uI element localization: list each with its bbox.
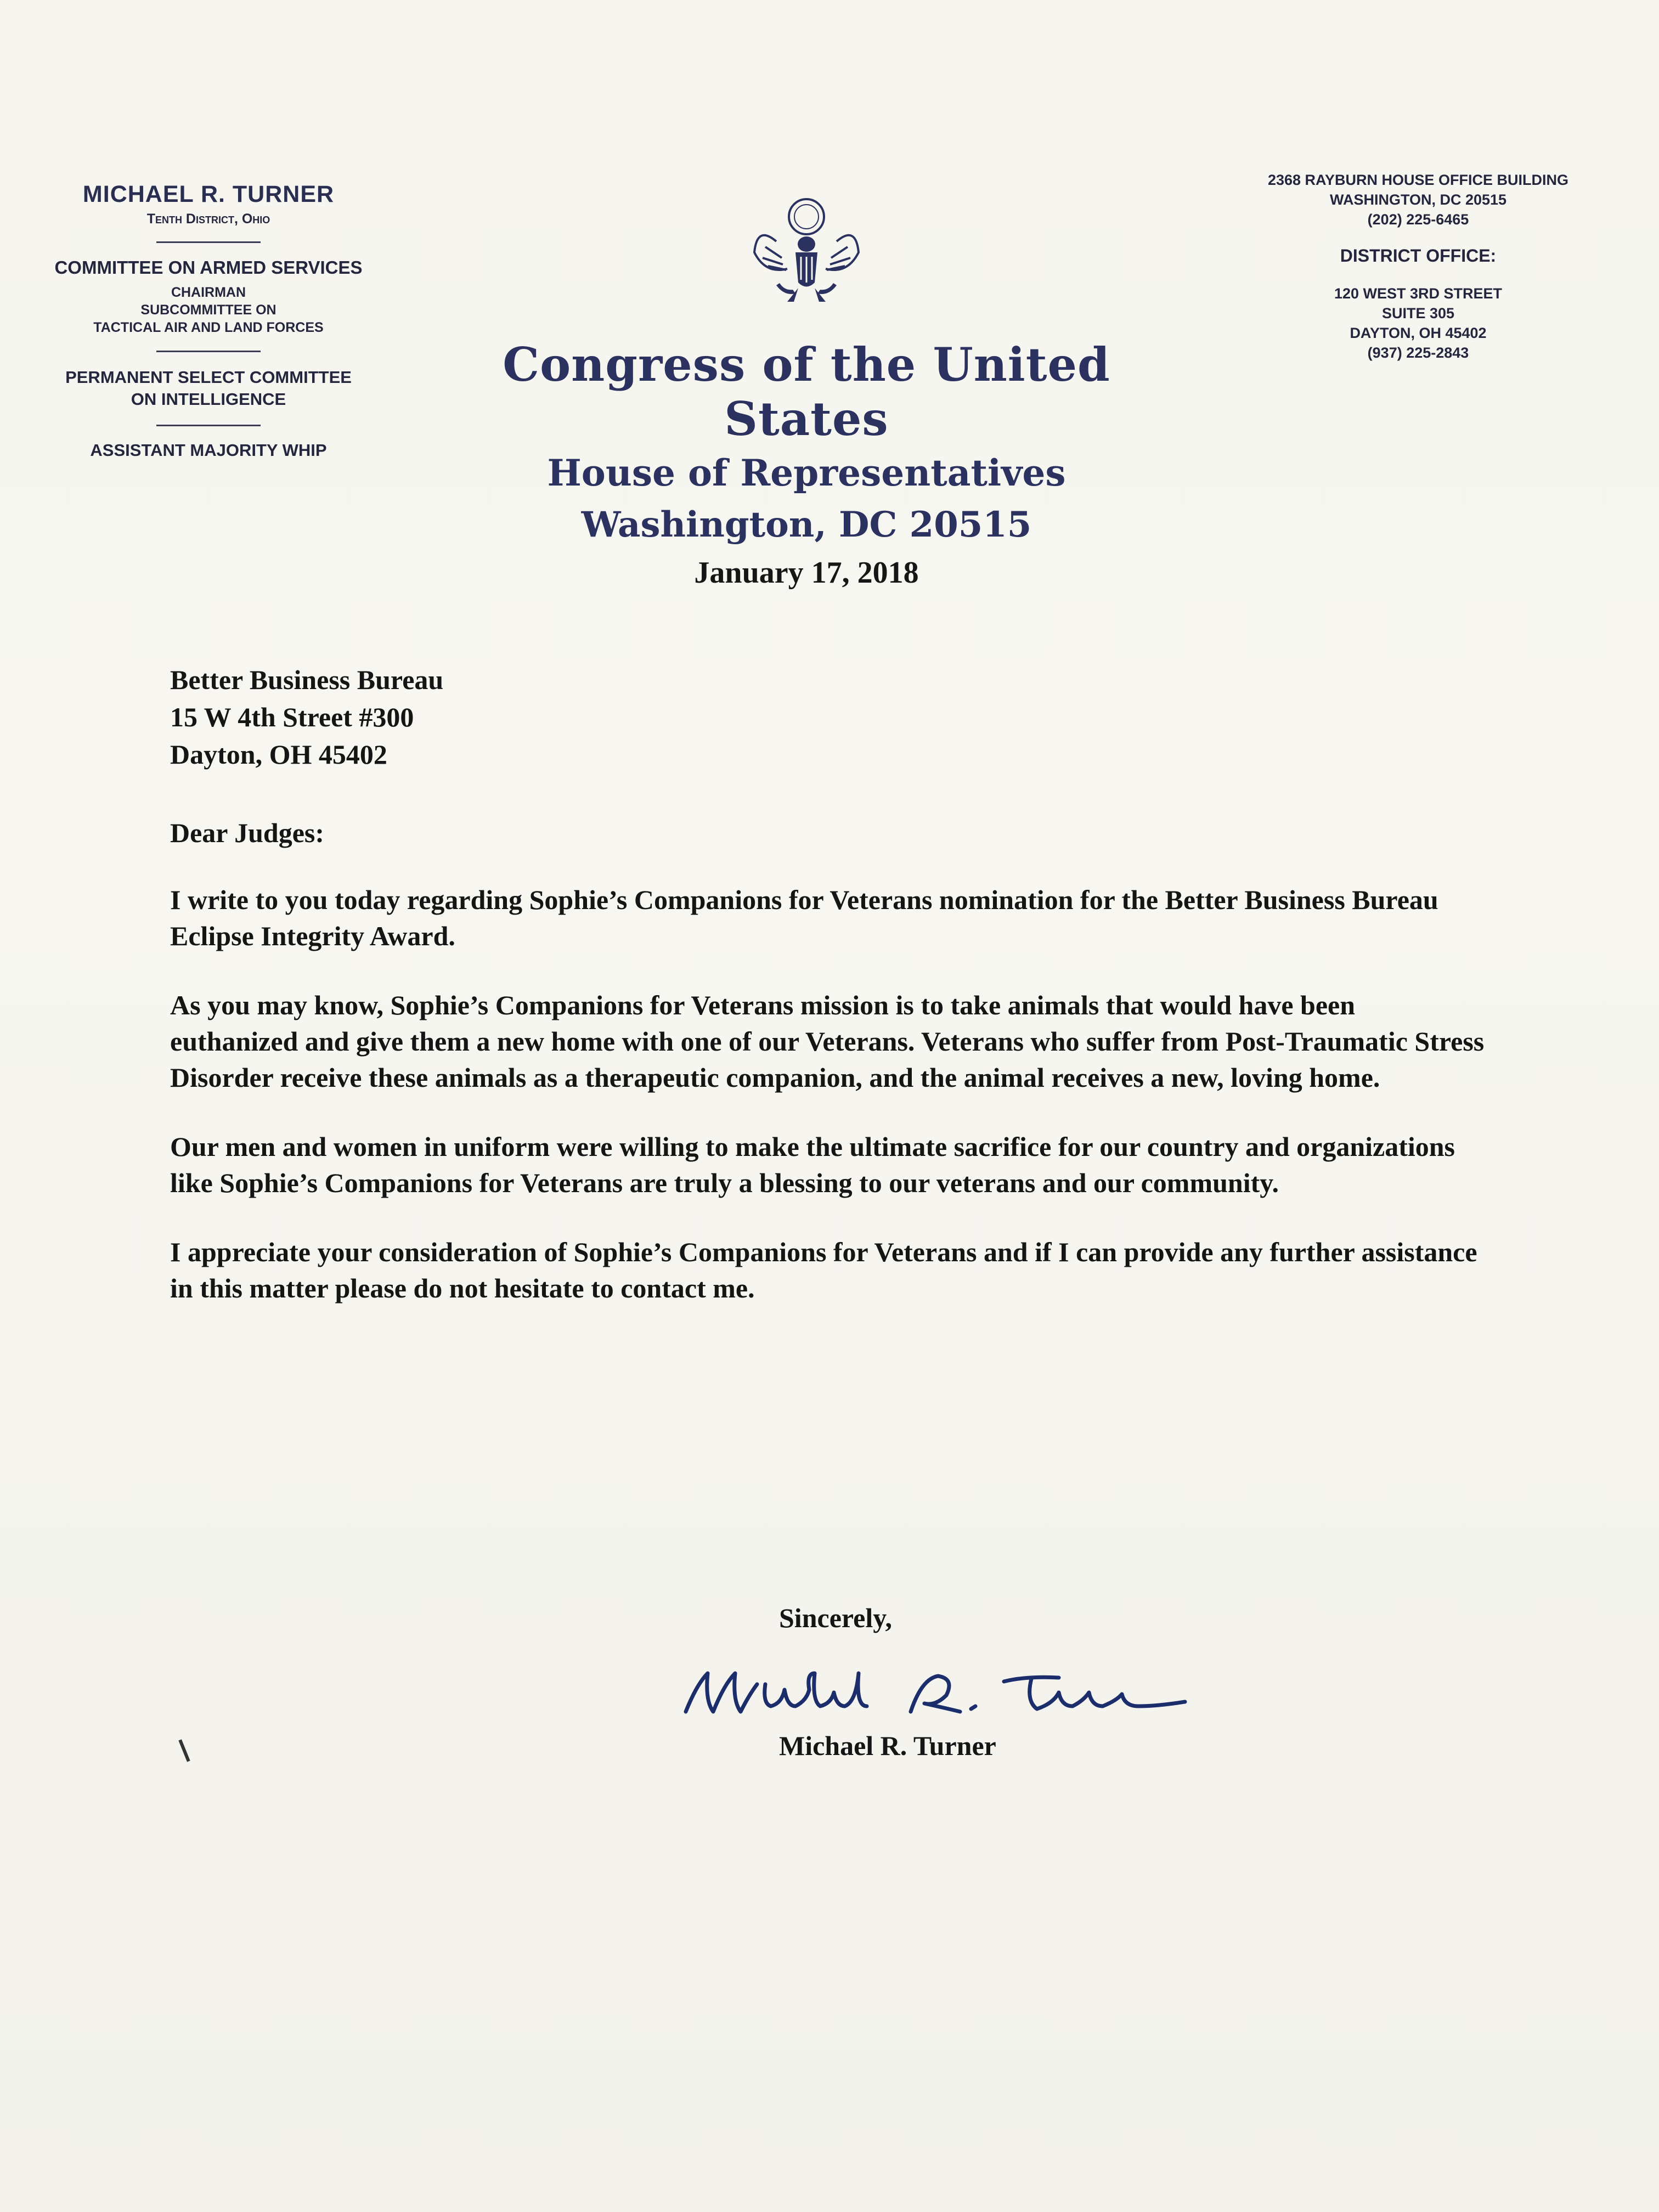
letterhead	[428, 192, 1185, 590]
district-office-city: DAYTON, OH 45402	[1350, 325, 1487, 341]
congress-title: Congress of the United States	[503, 337, 1110, 446]
stray-mark	[178, 1739, 190, 1762]
letter-body	[170, 661, 1487, 1306]
salutation: Dear Judges:	[170, 817, 325, 848]
house-title: House of Representatives	[547, 452, 1066, 494]
paragraph-4: I appreciate your consideration of Sophie’s Companions for Veterans and if I can provide any further assistance in this matter please do not hesitate to contact me.	[170, 1237, 1477, 1304]
paragraph-1: I write to you today regarding Sophie’s Companions for Veterans nomination for the Better Business Bureau Eclipse Integrity Award.	[170, 884, 1438, 951]
divider	[156, 241, 261, 243]
handwritten-signature	[675, 1651, 1223, 1734]
member-info	[33, 181, 384, 460]
eagle-seal-icon	[743, 192, 870, 313]
member-name: MICHAEL R. TURNER	[82, 181, 335, 207]
office-addresses	[1229, 170, 1607, 363]
committee-armed-services: COMMITTEE ON ARMED SERVICES	[54, 257, 363, 278]
recipient-city: Dayton, OH 45402	[170, 739, 387, 770]
district-office-suite: SUITE 305	[1381, 305, 1455, 321]
dc-office-building: 2368 RAYBURN HOUSE OFFICE BUILDING	[1267, 172, 1569, 188]
committee-intelligence-line2: ON INTELLIGENCE	[131, 390, 286, 409]
committee-role: CHAIRMAN	[171, 285, 246, 300]
whip-title: ASSISTANT MAJORITY WHIP	[90, 441, 327, 460]
recipient-street: 15 W 4th Street #300	[170, 702, 414, 732]
dc-office-city: WASHINGTON, DC 20515	[1329, 191, 1507, 208]
city-line: Washington, DC 20515	[581, 504, 1032, 545]
recipient-name: Better Business Bureau	[170, 664, 444, 695]
district-office-street: 120 WEST 3RD STREET	[1334, 285, 1503, 302]
divider	[156, 425, 261, 426]
paragraph-3: Our men and women in uniform were willing to make the ultimate sacrifice for our country and organizations like Sophie’s Companions for Veterans are truly a blessing to our veterans and our community.	[170, 1131, 1455, 1198]
subcommittee-label: SUBCOMMITTEE ON	[140, 302, 276, 318]
district-office-label: DISTRICT OFFICE:	[1340, 246, 1497, 266]
dc-office-phone: (202) 225-6465	[1367, 211, 1469, 228]
member-district: Tenth District, Ohio	[146, 211, 270, 227]
district-office-phone: (937) 225-2843	[1367, 345, 1469, 361]
letter-date: January 17, 2018	[694, 556, 919, 590]
divider	[156, 351, 261, 352]
closing: Sincerely,	[779, 1602, 893, 1633]
subcommittee-name: TACTICAL AIR AND LAND FORCES	[93, 320, 324, 335]
paragraph-2: As you may know, Sophie’s Companions for Veterans mission is to take animals that would have been euthanized and give them a new home with one of our Veterans. Veterans who suffer from Post-Traumatic Stress Disorder receive these animals as a therapeutic companion, and the animal receives a new, loving home.	[170, 990, 1485, 1093]
committee-intelligence-line1: PERMANENT SELECT COMMITTEE	[65, 368, 352, 387]
signer-name: Michael R. Turner	[779, 1730, 996, 1761]
